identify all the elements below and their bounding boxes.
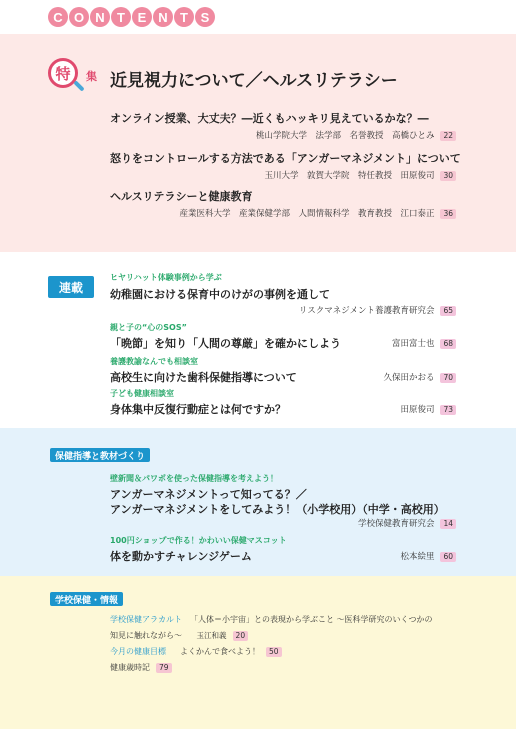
header-letter: T bbox=[111, 7, 131, 27]
page-number: 20 bbox=[233, 631, 249, 641]
special-title: 近見視力について／ヘルスリテラシー bbox=[110, 71, 398, 90]
hoken-label: 保健指導と教材づくり bbox=[50, 448, 150, 462]
magnifier-icon bbox=[48, 58, 86, 96]
mokuhyo-title[interactable]: よくかんで食べよう！ 50 bbox=[180, 646, 282, 657]
header-letter: N bbox=[90, 7, 110, 27]
alacarte-title-cont: 知見に触れながら～ 玉江和義 20 bbox=[110, 630, 248, 641]
page-number: 14 bbox=[440, 519, 456, 529]
gakko-label: 学校保健・情報 bbox=[50, 592, 123, 606]
hoken-author: 学校保健教育研究会 14 bbox=[358, 517, 456, 529]
header-letter: T bbox=[174, 7, 194, 27]
hoken-title[interactable]: アンガーマネジメントをしてみよう！（小学校用）（中学・高校用） bbox=[110, 503, 445, 516]
page-number: 70 bbox=[440, 373, 456, 383]
rensai-title[interactable]: 「晩節」を知り「人間の尊厳」を確かにしよう bbox=[110, 337, 341, 350]
header-letter: O bbox=[69, 7, 89, 27]
alacarte-label: 学校保健アラカルト bbox=[110, 615, 182, 624]
rensai-category: 子ども健康相談室 bbox=[110, 389, 174, 398]
page-number: 60 bbox=[440, 552, 456, 562]
hoken-author: 松本絵里 60 bbox=[400, 550, 456, 562]
header-letter: S bbox=[195, 7, 215, 27]
magnifier-handle bbox=[73, 80, 84, 91]
article-title[interactable]: 怒りをコントロールする方法である「アンガーマネジメント」について bbox=[110, 152, 461, 165]
article-title[interactable]: オンライン授業、大丈夫？―近くもハッキリ見えているかな？― bbox=[110, 112, 429, 125]
article-author: 桃山学院大学 法学部 名誉教授 高橋ひとみ 22 bbox=[256, 129, 456, 141]
rensai-title[interactable]: 幼稚園における保育中のけがの事例を通して bbox=[110, 288, 330, 301]
rensai-category: ヒヤリハット体験事例から学ぶ bbox=[110, 273, 222, 282]
page-number: 68 bbox=[440, 339, 456, 349]
contents-header bbox=[0, 0, 516, 34]
page-number: 65 bbox=[440, 306, 456, 316]
rensai-title[interactable]: 身体集中反復行動症とは何ですか？ bbox=[110, 403, 286, 416]
page-number: 50 bbox=[266, 647, 282, 657]
page-number: 73 bbox=[440, 405, 456, 415]
rensai-author: 富田富士也 68 bbox=[392, 337, 456, 349]
rensai-title[interactable]: 高校生に向けた歯科保健指導について bbox=[110, 371, 297, 384]
article-author: 産業医科大学 産業保健学部 人間情報科学 教育教授 江口泰正 36 bbox=[179, 207, 456, 219]
header-letter: E bbox=[132, 7, 152, 27]
kiroku-item[interactable]: 健康歳時記 79 bbox=[110, 662, 172, 673]
page-number: 30 bbox=[440, 171, 456, 181]
header-letter: N bbox=[153, 7, 173, 27]
rensai-author: 田原俊司 73 bbox=[400, 403, 456, 415]
article-author: 玉川大学 敦賀大学院 特任教授 田原俊司 30 bbox=[264, 169, 456, 181]
rensai-label: 連載 bbox=[48, 276, 94, 298]
rensai-category: 養護教諭なんでも相談室 bbox=[110, 357, 198, 366]
hoken-title[interactable]: アンガーマネジメントって知ってる？／ bbox=[110, 488, 307, 501]
special-badge: 特 bbox=[48, 58, 78, 88]
mokuhyo-label: 今月の健康目標 bbox=[110, 647, 166, 656]
page-number: 36 bbox=[440, 209, 456, 219]
page-number: 79 bbox=[156, 663, 172, 673]
hoken-category: 壁新聞＆パワポを使った保健指導を考えよう！ bbox=[110, 474, 278, 483]
rensai-author: 久保田かおる 70 bbox=[383, 371, 456, 383]
article-title[interactable]: ヘルスリテラシーと健康教育 bbox=[110, 190, 253, 203]
page-number: 22 bbox=[440, 131, 456, 141]
hoken-category: 100円ショップで作る！かわいい保健マスコット bbox=[110, 536, 287, 545]
hoken-title[interactable]: 体を動かすチャレンジゲーム bbox=[110, 550, 252, 563]
header-letter: C bbox=[48, 7, 68, 27]
rensai-author: リスクマネジメント養護教育研究会 65 bbox=[299, 304, 456, 316]
special-badge-suffix: 集 bbox=[86, 70, 97, 83]
rensai-category: 親と子の“心のSOS” bbox=[110, 323, 187, 332]
alacarte-title[interactable]: 「人体＝小宇宙」との表現から学ぶこと ～医科学研究のいくつかの bbox=[190, 615, 433, 624]
